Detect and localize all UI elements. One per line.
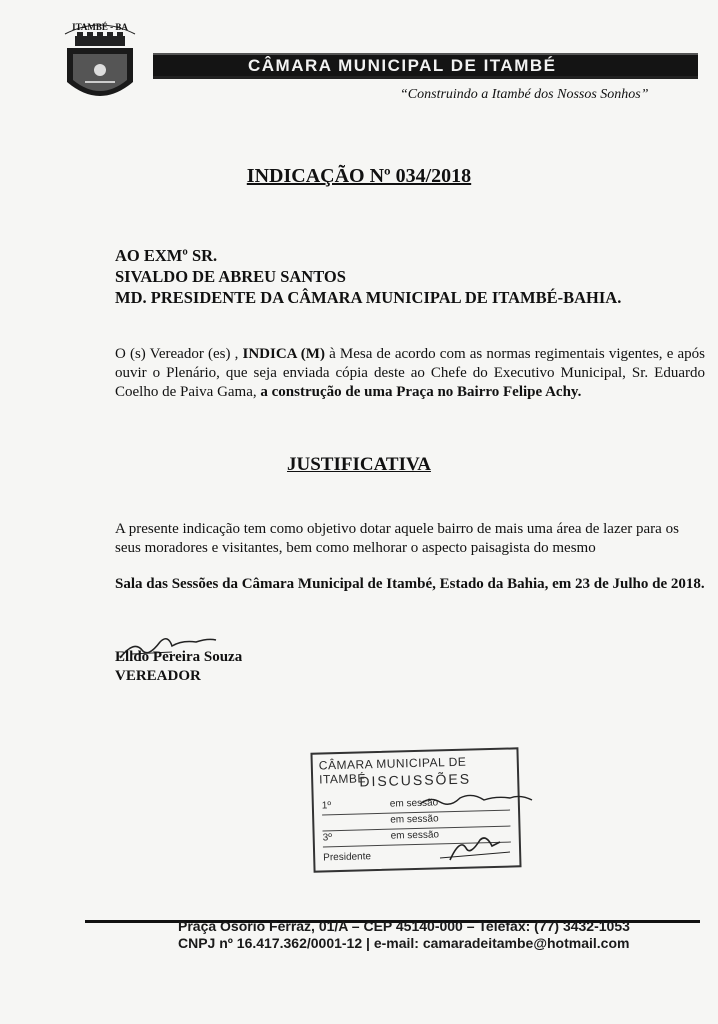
footer-cnpj-email: CNPJ nº 16.417.362/0001-12 | e-mail: camaradeitambe@hotmail.com [178,935,630,951]
stamp-row-text: em sessão [390,829,440,842]
stamp-row-label: 1º [321,800,332,812]
addressee-line: MD. PRESIDENTE DA CÂMARA MUNICIPAL DE ITAMBÉ-BAHIA. [115,288,622,307]
session-date-line: Sala das Sessões da Câmara Municipal de Itambé, Estado da Bahia, em 23 de Julho de 2018. [115,576,705,592]
paragraph-bold-text: a construção de uma Praça no Bairro Felipe Achy. [260,384,582,400]
municipal-crest-logo [55,12,145,112]
svg-text:ITAMBÉ - BA: ITAMBÉ - BA [72,22,128,32]
stamp-title: CÂMARA MUNICIPAL DE ITAMBÉ [318,754,467,787]
addressee-block [115,245,621,308]
paragraph-bold-text: INDICA (M) [242,346,325,362]
signer-name: Elldo Pereira Souza [115,649,243,665]
paragraph-text: à Mesa de acordo com as normas regimentais vigentes, e após ouvir o Plenário, que seja enviada cópia deste ao Chefe do Executivo Municipal, Sr. Eduardo Coelho de Paiva Gama, [115,346,705,400]
header-banner: CÂMARA MUNICIPAL DE ITAMBÉ [153,53,698,79]
document-title: INDICAÇÃO Nº 034/2018 [246,165,472,187]
stamp-row-text: em sessão [389,797,439,810]
signer-role: VEREADOR [115,668,201,684]
stamp-row-text: em sessão [390,813,439,826]
addressee-line: SIVALDO DE ABREU SANTOS [115,267,346,286]
footer-contact [178,914,630,952]
stamp-handwriting [400,778,540,873]
addressee-line: AO EXMº SR. [115,246,218,265]
stamp-row-label: Presidente [323,851,372,864]
stamp-row-label: 3º [322,832,333,844]
header-motto: “Construindo a Itambé dos Nossos Sonhos” [400,87,649,102]
paragraph-text: O (s) Vereador (es) , [115,346,243,362]
footer-address: Praça Osório Ferraz, 01/A – CEP 45140-000 – Telefax: (77) 3432-1053 [178,918,630,934]
justification-paragraph: A presente indicação tem como objetivo dotar aquele bairro de mais uma área de lazer para os seus moradores e visitantes, bem como melhorar o aspecto paisagista do mesmo [115,521,679,556]
stamp-subtitle: DISCUSSÕES [359,770,472,790]
justification-heading: JUSTIFICATIVA [287,454,431,475]
signature-block [115,648,242,686]
indication-paragraph [115,345,705,402]
